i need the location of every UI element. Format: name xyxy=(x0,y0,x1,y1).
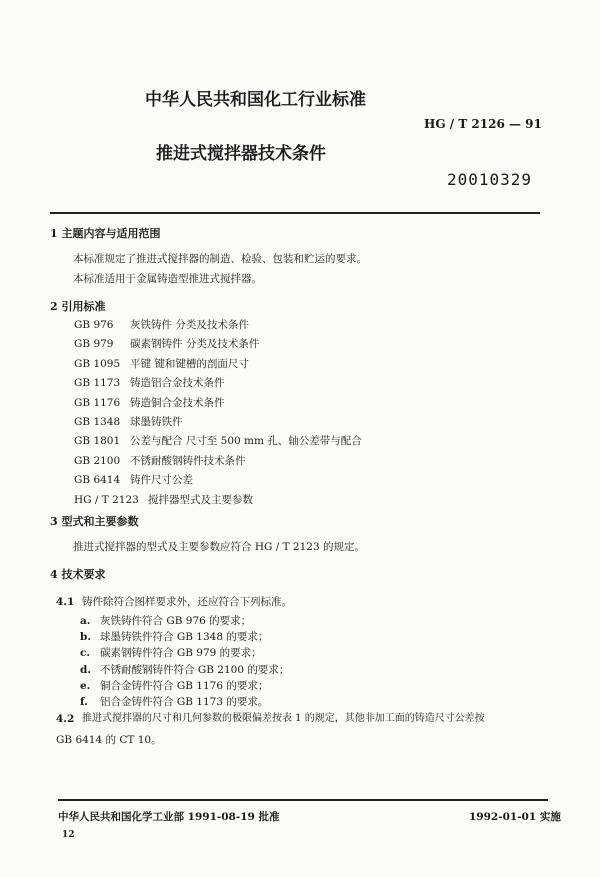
page-number: 12 xyxy=(62,830,75,840)
item-text: 铜合金铸件符合 GB 1176 的要求； xyxy=(100,679,269,692)
section-1-line: 本标准适用于金属铸造型推进式搅拌器。 xyxy=(73,273,262,285)
item-marker: b. xyxy=(80,631,91,644)
item-text: 球墨铸铁件符合 GB 1348 的要求； xyxy=(100,631,269,644)
reference-code: GB 1801 xyxy=(74,435,121,448)
section-1-heading: 1 主题内容与适用范围 xyxy=(50,227,161,240)
reference-title: 平键 键和键槽的剖面尺寸 xyxy=(130,357,249,370)
reference-title: 碳素钢铸件 分类及技术条件 xyxy=(130,338,260,351)
reference-code: GB 1173 xyxy=(74,377,121,390)
clause-4-2-text: 推进式搅拌器的尺寸和几何参数的极限偏差按表 1 的规定，其他非加工面的铸造尺寸公差按 xyxy=(82,713,485,724)
item-text: 铝合金铸件符合 GB 1173 的要求。 xyxy=(100,696,269,708)
reference-code: GB 979 xyxy=(74,338,114,351)
reference-code: GB 1348 xyxy=(74,416,121,428)
reference-title: 灰铁铸件 分类及技术条件 xyxy=(130,319,249,331)
approval-line: 中华人民共和国化学工业部 1991-08-19 批准 xyxy=(58,811,280,823)
item-marker: e. xyxy=(80,679,91,692)
reference-title: 铸造铜合金技术条件 xyxy=(130,396,225,409)
reference-code: GB 976 xyxy=(74,319,114,331)
reference-code: GB 6414 xyxy=(74,474,121,487)
item-marker: d. xyxy=(80,663,91,676)
catalog-number: 20010329 xyxy=(447,170,533,189)
section-3-line: 推进式搅拌器的型式及主要参数应符合 HG / T 2123 的规定。 xyxy=(73,541,365,553)
effective-date: 1992-01-01 实施 xyxy=(469,811,561,823)
item-text: 碳素钢铸件符合 GB 979 的要求； xyxy=(100,647,262,660)
clause-4-1-number: 4.1 xyxy=(56,596,75,608)
item-marker: c. xyxy=(80,647,91,660)
document-title: 推进式搅拌器技术条件 xyxy=(156,144,326,164)
item-text: 灰铁铸件符合 GB 976 的要求； xyxy=(100,615,252,627)
section-2-heading: 2 引用标准 xyxy=(50,300,106,313)
reference-code: HG / T 2123 xyxy=(74,493,139,506)
section-1-line: 本标准规定了推进式搅拌器的制造、检验、包装和贮运的要求。 xyxy=(73,253,367,265)
footer-rule xyxy=(58,799,548,801)
reference-code: GB 2100 xyxy=(74,454,121,467)
header-rule xyxy=(50,212,540,214)
reference-title: 球墨铸铁件 xyxy=(130,416,183,428)
reference-title: 铸件尺寸公差 xyxy=(130,474,193,487)
clause-4-2-continuation: GB 6414 的 CT 10。 xyxy=(56,734,162,746)
section-3-heading: 3 型式和主要参数 xyxy=(50,515,139,528)
reference-title: 铸造铝合金技术条件 xyxy=(130,377,225,390)
item-text: 不锈耐酸钢铸件符合 GB 2100 的要求； xyxy=(100,663,290,676)
reference-title: 公差与配合 尺寸至 500 mm 孔、轴公差带与配合 xyxy=(130,435,362,448)
clause-4-2-number: 4.2 xyxy=(56,713,75,725)
reference-code: GB 1176 xyxy=(74,396,121,409)
item-marker: a. xyxy=(80,615,91,627)
reference-title: 搅拌器型式及主要参数 xyxy=(148,493,253,506)
org-title: 中华人民共和国化工行业标准 xyxy=(145,90,366,110)
clause-4-1-text: 铸件除符合图样要求外，还应符合下列标准。 xyxy=(82,596,292,608)
reference-code: GB 1095 xyxy=(74,357,121,370)
section-4-heading: 4 技术要求 xyxy=(50,568,106,581)
standard-code: HG / T 2126 — 91 xyxy=(424,117,542,131)
reference-title: 不锈耐酸钢铸件技术条件 xyxy=(130,454,246,467)
item-marker: f. xyxy=(80,696,88,708)
